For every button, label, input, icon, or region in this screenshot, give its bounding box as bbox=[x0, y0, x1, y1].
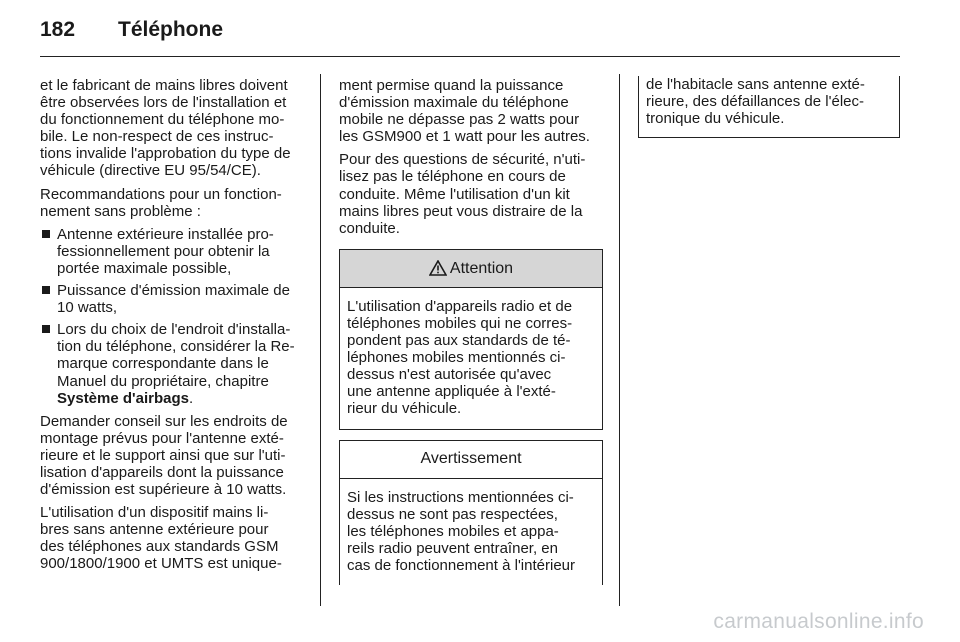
column-3 bbox=[638, 77, 900, 138]
square-bullet-icon bbox=[42, 286, 50, 294]
text-line: tronique du véhicule. bbox=[646, 110, 785, 128]
paragraph-handsfree bbox=[40, 504, 308, 572]
text-line: portée maximale possible, bbox=[57, 259, 232, 277]
column-1 bbox=[40, 77, 308, 579]
text-line: cas de fonctionnement à l'intérieur bbox=[347, 556, 575, 574]
warning-box-continued bbox=[638, 76, 900, 138]
text-line: lisation d'appareils dont la puissance bbox=[40, 463, 284, 481]
text-line: rieur du véhicule. bbox=[347, 400, 462, 418]
text-line: tions invalide l'approbation du type de bbox=[40, 145, 291, 163]
text-line: être observées lors de l'installation et bbox=[40, 94, 287, 112]
square-bullet-icon bbox=[42, 325, 50, 333]
text-line: des téléphones aux standards GSM bbox=[40, 538, 279, 556]
list-item bbox=[40, 321, 308, 406]
text-line: L'utilisation d'appareils radio et de bbox=[347, 297, 573, 315]
text-period: . bbox=[188, 389, 194, 407]
text-line: conduite. bbox=[339, 219, 400, 237]
text-line: téléphones mobiles qui ne corres- bbox=[347, 314, 573, 332]
text-line: d'émission maximale du téléphone bbox=[339, 94, 569, 112]
text-line: Pour des questions de sécurité, n'uti- bbox=[339, 151, 586, 169]
text-line: montage prévus pour l'antenne exté- bbox=[40, 429, 284, 447]
text-line: une antenne appliquée à l'exté- bbox=[347, 383, 556, 401]
text-line: Recommandations pour un fonction- bbox=[40, 185, 282, 203]
text-line: du fonctionnement du téléphone mo- bbox=[40, 111, 285, 129]
text-line: léphones mobiles mentionnés ci- bbox=[347, 349, 566, 367]
text-line: bile. Le non-respect de ces instruc- bbox=[40, 128, 274, 146]
text-line: rieure et le support ainsi que sur l'uti- bbox=[40, 446, 286, 464]
text-line: mains libres peut vous distraire de la bbox=[339, 202, 583, 220]
text-line: marque correspondante dans le bbox=[57, 355, 269, 373]
page-title: Téléphone bbox=[118, 18, 224, 41]
paragraph-recommendations bbox=[40, 186, 308, 220]
text-line: Antenne extérieure installée pro- bbox=[57, 225, 274, 243]
text-line: les GSM900 et 1 watt pour les autres. bbox=[339, 128, 590, 146]
attention-box-header bbox=[340, 250, 602, 288]
text-line: Si les instructions mentionnées ci- bbox=[347, 488, 574, 506]
text-line: Puissance d'émission maximale de bbox=[57, 282, 290, 300]
text-line: conduite. Même l'utilisation d'un kit bbox=[339, 185, 570, 203]
text-line: fessionnellement pour obtenir la bbox=[57, 242, 270, 260]
text-line: mobile ne dépasse pas 2 watts pour bbox=[339, 111, 580, 129]
text-line: rieure, des défaillances de l'élec- bbox=[646, 93, 864, 111]
attention-box-title: Attention bbox=[449, 259, 514, 277]
warning-box-header bbox=[340, 441, 602, 479]
text-line: les téléphones mobiles et appa- bbox=[347, 522, 559, 540]
watermark: carmanualsonline.info bbox=[713, 610, 924, 633]
attention-box-body bbox=[340, 288, 602, 429]
text-line: nement sans problème : bbox=[40, 202, 201, 220]
column-divider-left bbox=[320, 74, 321, 606]
paragraph-safety bbox=[339, 151, 603, 236]
paragraph-advice bbox=[40, 413, 308, 498]
warning-triangle-icon bbox=[429, 260, 447, 276]
text-line: Lors du choix de l'endroit d'installa- bbox=[57, 321, 291, 339]
recommendation-list bbox=[40, 226, 308, 407]
warning-box-body bbox=[340, 479, 602, 585]
text-line: Manuel du propriétaire, chapitre bbox=[57, 372, 269, 390]
text-line: et le fabricant de mains libres doivent bbox=[40, 77, 288, 94]
square-bullet-icon bbox=[42, 230, 50, 238]
text-line: pondent pas aux standards de té- bbox=[347, 332, 571, 350]
header-rule bbox=[40, 56, 900, 57]
text-line: d'émission est supérieure à 10 watts. bbox=[40, 481, 287, 499]
attention-box bbox=[339, 249, 603, 430]
warning-box-continued-body bbox=[639, 76, 899, 137]
text-line: bres sans antenne extérieure pour bbox=[40, 521, 269, 539]
text-line: de l'habitacle sans antenne exté- bbox=[646, 76, 865, 93]
warning-box bbox=[339, 440, 603, 585]
list-item bbox=[40, 282, 308, 316]
warning-box-title: Avertissement bbox=[420, 450, 522, 468]
text-line: reils radio peuvent entraîner, en bbox=[347, 539, 558, 557]
text-line: L'utilisation d'un dispositif mains li- bbox=[40, 504, 269, 522]
column-divider-right bbox=[619, 74, 620, 606]
text-line: véhicule (directive EU 95/54/CE). bbox=[40, 162, 261, 180]
text-line: dessus n'est autorisée qu'avec bbox=[347, 366, 552, 384]
list-item bbox=[40, 226, 308, 277]
column-2 bbox=[339, 77, 603, 585]
text-line: 10 watts, bbox=[57, 299, 118, 317]
text-line: Demander conseil sur les endroits de bbox=[40, 412, 288, 430]
text-line: ment permise quand la puissance bbox=[339, 77, 564, 94]
page-number: 182 bbox=[40, 18, 76, 41]
text-line: lisez pas le téléphone en cours de bbox=[339, 168, 566, 186]
paragraph-power-limit bbox=[339, 77, 603, 145]
paragraph-manufacturer bbox=[40, 77, 308, 180]
text-line: tion du téléphone, considérer la Re- bbox=[57, 338, 295, 356]
airbag-chapter-link[interactable]: Système d'airbags bbox=[57, 389, 189, 407]
text-line: dessus ne sont pas respectées, bbox=[347, 505, 558, 523]
text-line: 900/1800/1900 et UMTS est unique- bbox=[40, 555, 282, 573]
